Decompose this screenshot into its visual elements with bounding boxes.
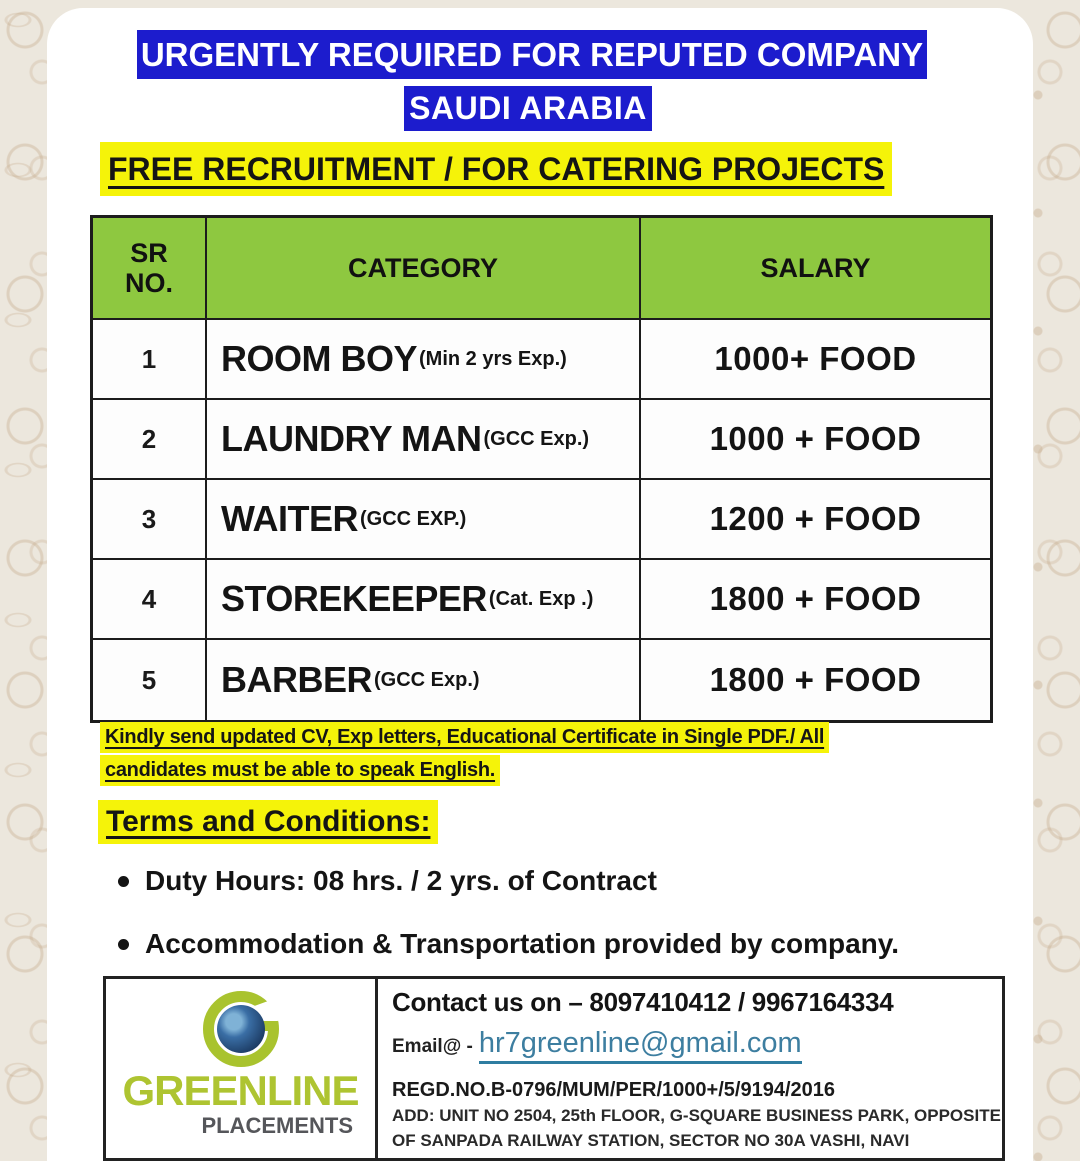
- email-link[interactable]: hr7greenline@gmail.com: [479, 1027, 802, 1064]
- email-row: [392, 1027, 1002, 1064]
- contact-details: [378, 979, 1002, 1158]
- table-row-1-salary: 1000+ FOOD: [641, 320, 990, 400]
- note-line-2: candidates must be able to speak English.: [100, 755, 500, 786]
- address-line-2: OF SANPADA RAILWAY STATION, SECTOR NO 30A VASHI, NAVI: [392, 1131, 910, 1150]
- address-line-1: ADD: UNIT NO 2504, 25th FLOOR, G-SQUARE BUSINESS PARK, OPPOSITE: [392, 1106, 1001, 1125]
- agency-logo: [106, 979, 378, 1158]
- country-banner: [404, 86, 652, 131]
- bullet-icon: [118, 876, 129, 887]
- application-note: [100, 722, 829, 788]
- header-sr-line1: SR: [130, 238, 168, 268]
- country-text: SAUDI ARABIA: [409, 90, 647, 126]
- email-label: Email@ -: [392, 1036, 473, 1057]
- table-row-3-sr: 3: [93, 480, 207, 560]
- table-row-4-sr: 4: [93, 560, 207, 640]
- table-row-2-salary: 1000 + FOOD: [641, 400, 990, 480]
- phone-numbers: Contact us on – 8097410412 / 9967164334: [392, 987, 894, 1017]
- table-row-1-category: ROOM BOY (Min 2 yrs Exp.): [207, 320, 641, 400]
- header-cell-sr-no: [93, 218, 207, 320]
- table-row-4-salary: 1800 + FOOD: [641, 560, 990, 640]
- table-row-4-category: STOREKEEPER (Cat. Exp .): [207, 560, 641, 640]
- terms-bullet-accommodation: Accommodation & Transportation provided by company.: [118, 928, 899, 960]
- title-banner: [137, 30, 927, 79]
- subtitle-text: FREE RECRUITMENT / FOR CATERING PROJECTS: [100, 142, 892, 196]
- agency-name: GREENLINE: [122, 1067, 359, 1114]
- bullet-icon: [118, 939, 129, 950]
- jobs-table: [90, 215, 993, 723]
- table-row-1-sr: 1: [93, 320, 207, 400]
- contact-box: [103, 976, 1005, 1161]
- table-row-5-salary: 1800 + FOOD: [641, 640, 990, 720]
- greenline-globe-icon: [203, 991, 279, 1067]
- note-line-1: Kindly send updated CV, Exp letters, Educational Certificate in Single PDF./ All: [100, 722, 829, 753]
- agency-subname: PLACEMENTS: [201, 1113, 353, 1138]
- header-sr-line2: NO.: [124, 268, 173, 298]
- header-cell-salary: SALARY: [641, 218, 990, 320]
- poster-card: [47, 8, 1033, 1161]
- globe-icon: [217, 1005, 265, 1053]
- table-row-3-category: WAITER (GCC EXP.): [207, 480, 641, 560]
- table-row-3-salary: 1200 + FOOD: [641, 480, 990, 560]
- terms-heading: Terms and Conditions:: [98, 800, 438, 844]
- table-row-2-sr: 2: [93, 400, 207, 480]
- table-row-5-sr: 5: [93, 640, 207, 720]
- table-row-5-category: BARBER (GCC Exp.): [207, 640, 641, 720]
- registration-number: REGD.NO.B-0796/MUM/PER/1000+/5/9194/2016: [392, 1079, 835, 1101]
- header-cell-category: CATEGORY: [207, 218, 641, 320]
- table-row-2-category: LAUNDRY MAN (GCC Exp.): [207, 400, 641, 480]
- title-text: URGENTLY REQUIRED FOR REPUTED COMPANY: [140, 35, 924, 73]
- subtitle-row: [100, 142, 892, 196]
- terms-bullet-duty-hours: Duty Hours: 08 hrs. / 2 yrs. of Contract: [118, 865, 657, 897]
